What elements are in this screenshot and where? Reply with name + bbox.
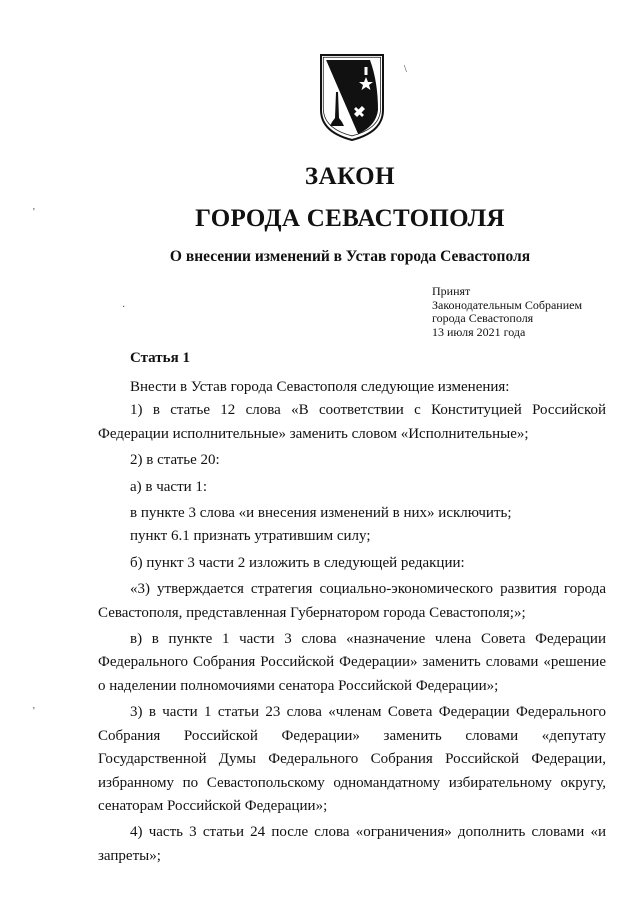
scan-speck: \ — [404, 64, 407, 75]
paragraph: а) в части 1: — [130, 478, 208, 495]
paragraph: б) пункт 3 части 2 изложить в следующей редакции: — [130, 554, 465, 571]
paragraph: «3) утверждается стратегия социально-экономического развития города Севастополя, представленная Губернатором города Севастополя;»; — [98, 581, 606, 621]
paragraph: Внести в Устав города Севастополя следующие изменения: — [130, 379, 510, 395]
law-subtitle: О внесении изменений в Устав города Севастополя — [169, 248, 531, 265]
paragraph: пункт 6.1 признать утратившим силу; — [130, 528, 371, 545]
scan-speck: ' — [33, 207, 35, 218]
scan-speck: · — [122, 302, 126, 313]
adoption-line: города Севастополя — [432, 311, 534, 325]
article-body — [98, 376, 606, 868]
article-heading: Статья 1 — [130, 350, 190, 366]
law-title: ЗАКОН — [304, 163, 396, 190]
paragraph: в) в пункте 1 части 3 слова «назначение члена Совета Федерации Федерального Собрания Российской Федерации» заменить словами «решение о наделении полномочиями сенатора Российской Федерации»; — [98, 631, 606, 694]
paragraph: в пункте 3 слова «и внесения изменений в них» исключить; — [130, 505, 512, 522]
scan-speck: ' — [33, 706, 35, 717]
adoption-line: Законодательным Собранием — [432, 297, 583, 312]
adoption-block — [432, 285, 582, 339]
adoption-date: 13 июля 2021 года — [432, 324, 526, 339]
sevastopol-coat-of-arms-icon — [318, 52, 386, 142]
paragraph: 3) в части 1 статьи 23 слова «членам Совета Федерации Федерального Собрания Российской Федерации» заменить словами «депутату Государственной Думы Федерального Собрания Российской Федерации, избранному по Севастопольскому одномандатному избирательному округу, сенаторам Российской Федерации»; — [98, 704, 606, 814]
paragraph: 4) часть 3 статьи 24 после слова «ограничения» дополнить словами «и запреты»; — [98, 824, 606, 864]
paragraph: 1) в статье 12 слова «В соответствии с Конституцией Российской Федерации исполнительные» заменить словом «Исполнительные»; — [98, 402, 606, 442]
paragraph: 2) в статье 20: — [130, 452, 220, 469]
law-title-city: ГОРОДА СЕВАСТОПОЛЯ — [195, 205, 505, 232]
adoption-line: Принят — [432, 284, 471, 298]
